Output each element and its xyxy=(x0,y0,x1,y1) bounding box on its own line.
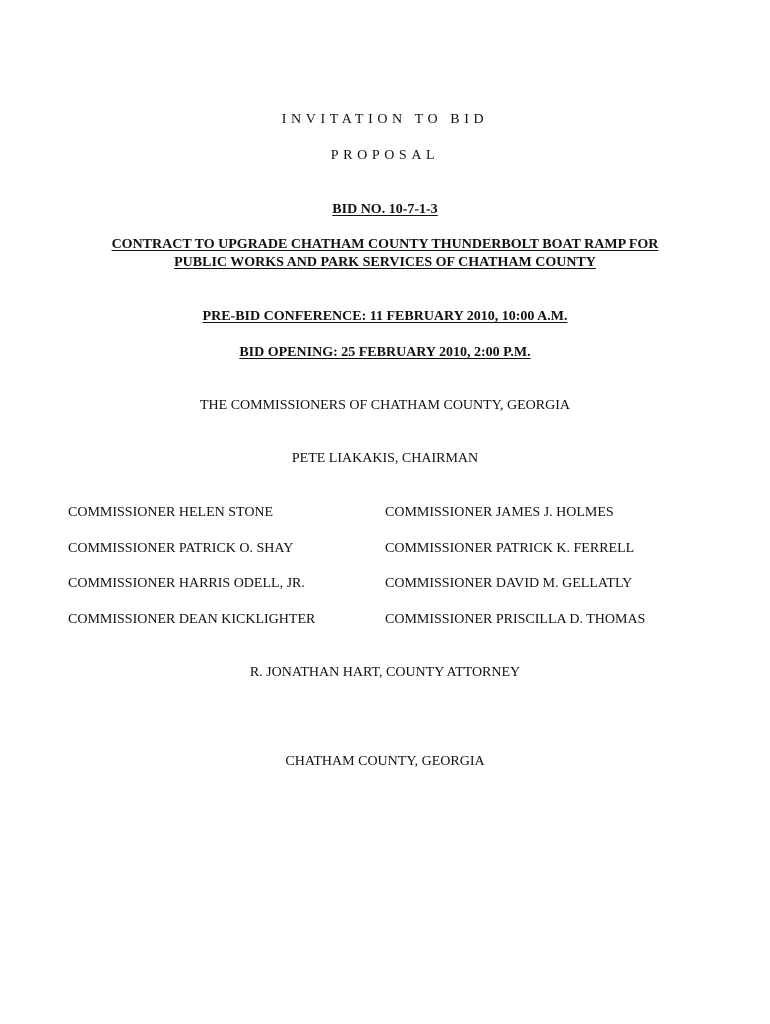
commissioner-name: COMMISSIONER JAMES J. HOLMES xyxy=(385,505,614,520)
commissioner-row xyxy=(68,612,708,648)
document-subtitle: PROPOSAL xyxy=(330,148,440,163)
commissioner-name: COMMISSIONER PRISCILLA D. THOMAS xyxy=(385,611,646,627)
commissioner-row xyxy=(68,576,708,612)
commissioners-heading: THE COMMISSIONERS OF CHATHAM COUNTY, GEORGIA xyxy=(200,398,570,413)
commissioner-name: COMMISSIONER HARRIS ODELL, JR. xyxy=(68,576,305,591)
commissioner-name: COMMISSIONER HELEN STONE xyxy=(68,505,274,520)
bid-number: BID NO. 10-7-1-3 xyxy=(332,202,438,217)
commissioner-row xyxy=(68,505,708,541)
chairman: PETE LIAKAKIS, CHAIRMAN xyxy=(291,451,479,466)
commissioner-row xyxy=(68,541,708,577)
commissioner-name: COMMISSIONER PATRICK K. FERRELL xyxy=(385,540,635,556)
contract-title-line-1: CONTRACT TO UPGRADE CHATHAM COUNTY THUNDERBOLT BOAT RAMP FOR xyxy=(111,237,659,252)
contract-title-line-2: PUBLIC WORKS AND PARK SERVICES OF CHATHAM COUNTY xyxy=(174,255,596,270)
commissioner-name: COMMISSIONER DAVID M. GELLATLY xyxy=(385,576,633,591)
commissioner-name: COMMISSIONER DEAN KICKLIGHTER xyxy=(68,611,316,627)
bid-opening: BID OPENING: 25 FEBRUARY 2010, 2:00 P.M. xyxy=(239,345,531,360)
pre-bid-conference: PRE-BID CONFERENCE: 11 FEBRUARY 2010, 10:00 A.M. xyxy=(202,309,568,324)
county-footer: CHATHAM COUNTY, GEORGIA xyxy=(285,754,485,769)
commissioners-list xyxy=(68,505,708,647)
county-attorney: R. JONATHAN HART, COUNTY ATTORNEY xyxy=(249,665,521,680)
commissioner-name: COMMISSIONER PATRICK O. SHAY xyxy=(68,540,294,556)
document-title: INVITATION TO BID xyxy=(281,112,489,127)
